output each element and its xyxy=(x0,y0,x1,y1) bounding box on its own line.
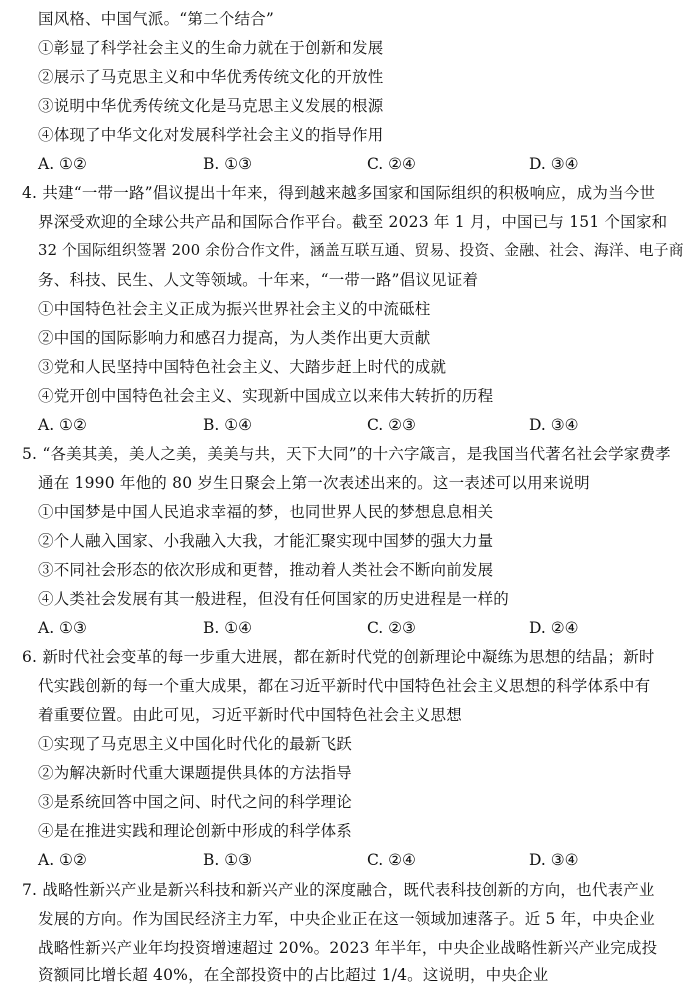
q6-option-a[interactable]: A. ①② xyxy=(38,851,87,869)
q4-stem-line-2: 界深受欢迎的全球公共产品和国际合作平台。截至 2023 年 1 月，中国已与 151 个国家和 xyxy=(38,213,668,231)
q6-stem-line-1: 6. 新时代社会变革的每一步重大进展，都在新时代党的创新理论中凝练为思想的结晶；新时 xyxy=(22,648,655,666)
q3-item-2: ②展示了马克思主义和中华优秀传统文化的开放性 xyxy=(38,68,384,86)
q5-option-a[interactable]: A. ①③ xyxy=(38,619,87,637)
q7-stem-line-3: 战略性新兴产业年均投资增速超过 20%。2023 年半年，中央企业战略性新兴产业完成投 xyxy=(38,939,658,957)
q6-item-2: ②为解决新时代重大课题提供具体的方法指导 xyxy=(38,764,353,782)
q3-option-c[interactable]: C. ②④ xyxy=(367,155,416,173)
q4-item-3: ③党和人民坚持中国特色社会主义、大踏步赶上时代的成就 xyxy=(38,358,447,376)
q3-option-b[interactable]: B. ①③ xyxy=(203,155,253,173)
q7-stem-line-1: 7. 战略性新兴产业是新兴科技和新兴产业的深度融合，既代表科技创新的方向，也代表产业 xyxy=(22,881,655,899)
q5-item-4: ④人类社会发展有其一般进程，但没有任何国家的历史进程是一样的 xyxy=(38,590,510,608)
q6-option-b[interactable]: B. ①③ xyxy=(203,851,253,869)
q5-stem-line-2: 通在 1990 年他的 80 岁生日聚会上第一次表述出来的。这一表述可以用来说明 xyxy=(38,474,590,492)
q5-item-2: ②个人融入国家、小我融入大我，才能汇聚实现中国梦的强大力量 xyxy=(38,532,494,550)
q3-option-d[interactable]: D. ③④ xyxy=(529,155,579,173)
q5-option-c[interactable]: C. ②③ xyxy=(367,619,416,637)
q3-item-4: ④体现了中华文化对发展科学社会主义的指导作用 xyxy=(38,126,384,144)
q4-item-1: ①中国特色社会主义正成为振兴世界社会主义的中流砥柱 xyxy=(38,300,431,318)
q4-item-4: ④党开创中国特色社会主义、实现新中国成立以来伟大转折的历程 xyxy=(38,387,494,405)
q5-option-d[interactable]: D. ②④ xyxy=(529,619,579,637)
q6-stem-line-2: 代实践创新的每一个重大成果，都在习近平新时代中国特色社会主义思想的科学体系中有 xyxy=(38,677,651,695)
q4-option-a[interactable]: A. ①② xyxy=(38,416,87,434)
q5-option-b[interactable]: B. ①④ xyxy=(203,619,253,637)
q5-stem-line-1: 5. “各美其美，美人之美，美美与共，天下大同”的十六字箴言，是我国当代著名社会学家费孝 xyxy=(22,445,671,463)
q4-option-c[interactable]: C. ②③ xyxy=(367,416,416,434)
q4-option-d[interactable]: D. ③④ xyxy=(529,416,579,434)
q6-stem-line-3: 着重要位置。由此可见，习近平新时代中国特色社会主义思想 xyxy=(38,706,462,724)
q7-stem-line-2: 发展的方向。作为国民经济主力军，中央企业正在这一领域加速落子。近 5 年，中央企业 xyxy=(38,910,655,928)
q6-option-c[interactable]: C. ②④ xyxy=(367,851,416,869)
q4-stem-line-1: 4. 共建“一带一路”倡议提出十年来，得到越来越多国家和国际组织的积极响应，成为当今世 xyxy=(22,184,656,202)
q4-item-2: ②中国的国际影响力和感召力提高，为人类作出更大贡献 xyxy=(38,329,431,347)
q3-item-1: ①彰显了科学社会主义的生命力就在于创新和发展 xyxy=(38,39,384,57)
q4-option-b[interactable]: B. ①④ xyxy=(203,416,253,434)
q4-stem-line-3: 32 个国际组织签署 200 余份合作文件，涵盖互联互通、贸易、投资、金融、社会、海洋、电子商 xyxy=(38,242,684,259)
q3-item-3: ③说明中华优秀传统文化是马克思主义发展的根源 xyxy=(38,97,384,115)
q5-item-1: ①中国梦是中国人民追求幸福的梦，也同世界人民的梦想息息相关 xyxy=(38,503,494,521)
q6-item-3: ③是系统回答中国之问、时代之问的科学理论 xyxy=(38,793,353,811)
q7-stem-line-4: 资额同比增长超 40%，在全部投资中的占比超过 1/4。这说明，中央企业 xyxy=(38,966,549,984)
q6-option-d[interactable]: D. ③④ xyxy=(529,851,579,869)
q6-item-4: ④是在推进实践和理论创新中形成的科学体系 xyxy=(38,822,353,840)
q4-stem-line-4: 务、科技、民生、人文等领域。十年来，“一带一路”倡议见证着 xyxy=(38,271,479,289)
q3-option-a[interactable]: A. ①② xyxy=(38,155,87,173)
q5-item-3: ③不同社会形态的依次形成和更替，推动着人类社会不断向前发展 xyxy=(38,561,494,579)
q6-item-1: ①实现了马克思主义中国化时代化的最新飞跃 xyxy=(38,735,353,753)
q3-stem-cont: 国风格、中国气派。“第二个结合” xyxy=(38,10,275,28)
